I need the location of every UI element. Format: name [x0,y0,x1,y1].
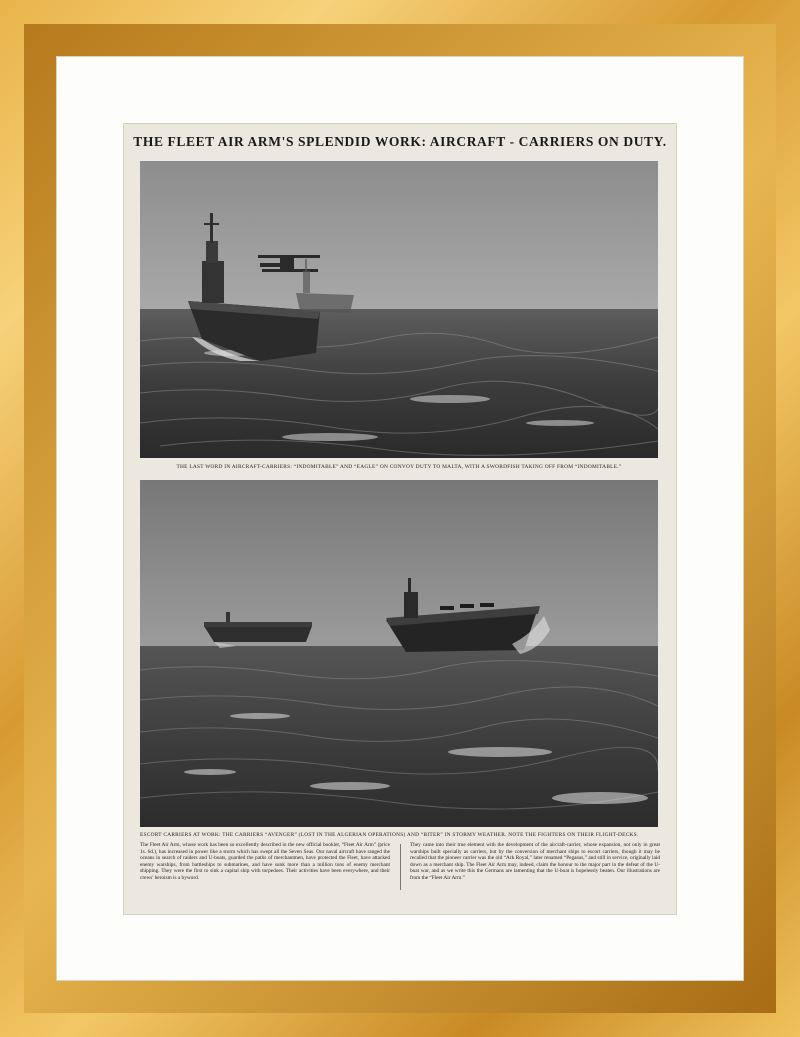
photo-avenger-biter [140,480,658,827]
photo-indomitable-eagle [140,161,658,458]
caption-bottom: ESCORT CARRIERS AT WORK: THE CARRIERS “AVENGER” (LOST IN THE ALGERIAN OPERATIONS) AND “BITER” IN STORMY WEATHER. NOTE THE FIGHTERS ON THEIR FLIGHT-DECKS. [140,832,639,838]
column-divider [400,844,401,890]
photo-escort-carriers [140,480,658,827]
caption-top: THE LAST WORD IN AIRCRAFT-CARRIERS: “INDOMITABLE” AND “EAGLE” ON CONVOY DUTY TO MALTA, WITH A SWORDFISH TAKING OFF FROM “INDOMITABLE.” [176,464,622,470]
page-headline: THE FLEET AIR ARM'S SPLENDID WORK: AIRCRAFT - CARRIERS ON DUTY. [133,134,667,149]
article-column-right: They came into their true element with the development of the aircraft-carrier, whose expansion, not only in great warships built specially as carriers, but by the conversion of merchant ships to escort carriers, though it may be recalled that the pioneer carrier was the old “Ark Royal,” later renamed “Pegasus,” and still in service, originally laid down as a merchant ship. The Fleet Air Arm may, indeed, claim the honour to the major part in the defeat of the U-boat war, and as we write this the Germans are lamenting that the U-boat is hopelessly beaten. Our illustrations are from the “Fleet Air Arm.” [410,842,660,881]
newspaper-page [124,124,676,914]
photo-carriers-convoy [140,161,658,458]
article-column-left: The Fleet Air Arm, whose work has been so excellently described in the new official booklet, “Fleet Air Arm” (price 1s. 6d.), has increased in power like a storm which has swept all the Seven Seas. Our naval aircraft have ranged the oceans in search of raiders and U-boats, guarded the paths of merchantmen, have protected the Fleet, have attacked enemy warships, from battleships to submarines, and have sunk more than a million tons of enemy merchant shipping. They were the first to sink a capital ship with torpedoes. Their activities have been everywhere, and their crews' heroism is a byword. [140,842,390,881]
